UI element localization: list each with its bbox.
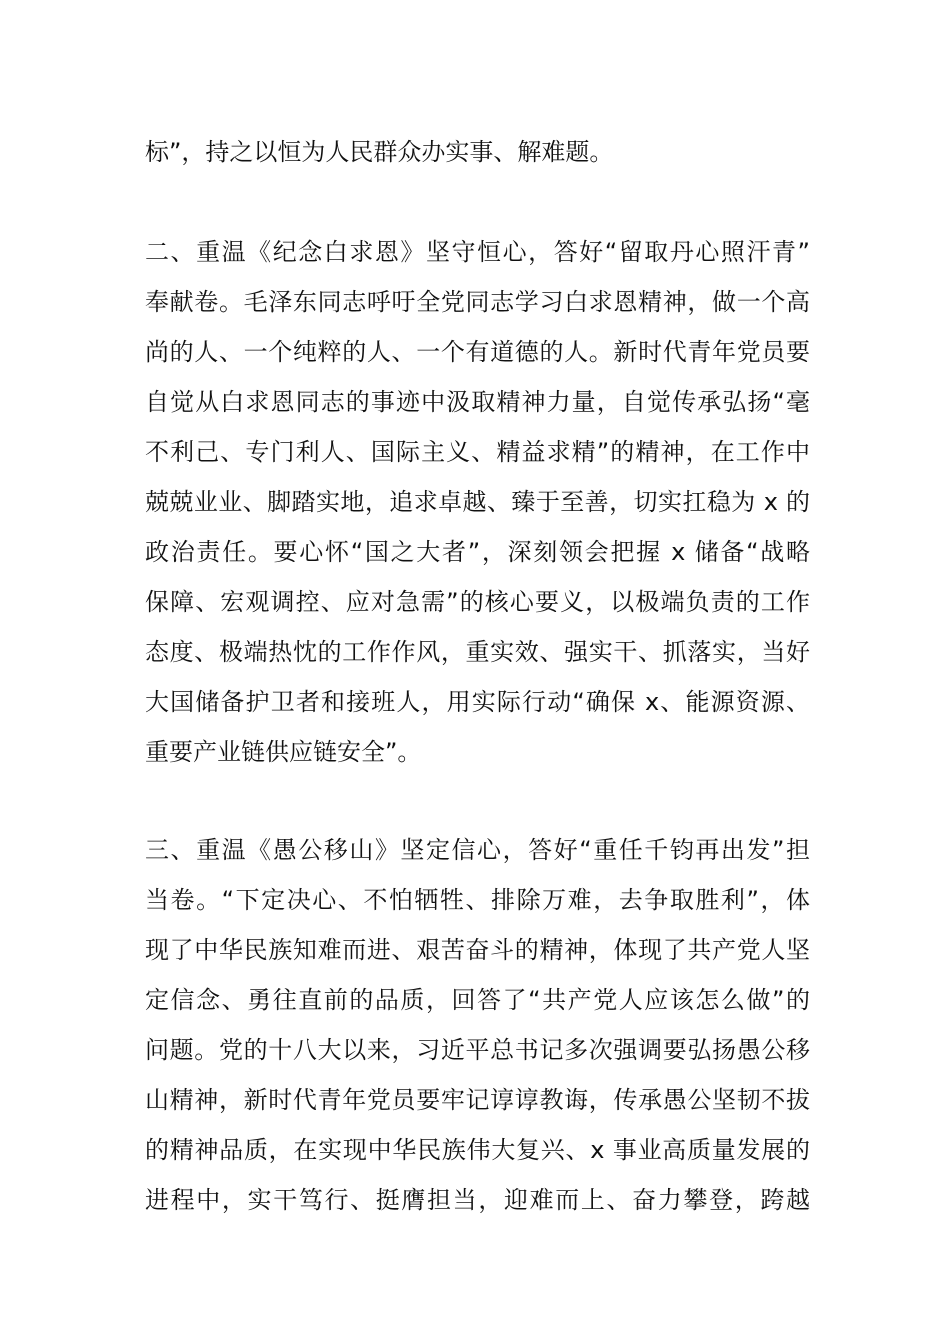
paragraph-3-line-2: 当卷。“下定决心、不怕牺牲、排除万难，去争取胜利”，体 bbox=[145, 886, 810, 914]
paragraph-2-line-1: 二、重温《纪念白求恩》坚守恒心，答好“留取丹心照汗青” bbox=[145, 238, 810, 266]
paragraph-2-line-7: 政治责任。要心怀“国之大者”，深刻领会把握 x 储备“战略 bbox=[145, 538, 810, 566]
paragraph-3-line-6: 山精神，新时代青年党员要牢记谆谆教诲，传承愚公坚韧不拔 bbox=[145, 1086, 810, 1114]
paragraph-2-line-10: 大国储备护卫者和接班人，用实际行动“确保 x、能源资源、 bbox=[145, 688, 810, 716]
paragraph-3-line-4: 定信念、勇往直前的品质，回答了“共产党人应该怎么做”的 bbox=[145, 986, 810, 1014]
paragraph-3-line-8: 进程中，实干笃行、挺膺担当，迎难而上、奋力攀登，跨越 bbox=[145, 1186, 810, 1214]
paragraph-2-line-8: 保障、宏观调控、应对急需”的核心要义，以极端负责的工作 bbox=[145, 588, 810, 616]
paragraph-2-line-6: 兢兢业业、脚踏实地，追求卓越、臻于至善，切实扛稳为 x 的 bbox=[145, 488, 810, 516]
paragraph-3-line-7: 的精神品质，在实现中华民族伟大复兴、x 事业高质量发展的 bbox=[145, 1136, 810, 1164]
paragraph-2-line-5: 不利己、专门利人、国际主义、精益求精”的精神，在工作中 bbox=[145, 438, 810, 466]
paragraph-2-line-2: 奉献卷。毛泽东同志呼吁全党同志学习白求恩精神，做一个高 bbox=[145, 288, 810, 316]
paragraph-3-line-3: 现了中华民族知难而进、艰苦奋斗的精神，体现了共产党人坚 bbox=[145, 936, 810, 964]
paragraph-2-line-11: 重要产业链供应链安全”。 bbox=[145, 738, 422, 766]
paragraph-2-line-3: 尚的人、一个纯粹的人、一个有道德的人。新时代青年党员要 bbox=[145, 338, 810, 366]
paragraph-1-line-1: 标”，持之以恒为人民群众办实事、解难题。 bbox=[145, 138, 614, 166]
paragraph-2-line-9: 态度、极端热忱的工作作风，重实效、强实干、抓落实，当好 bbox=[145, 638, 810, 666]
paragraph-3-line-1: 三、重温《愚公移山》坚定信心，答好“重任千钧再出发”担 bbox=[145, 836, 810, 864]
paragraph-3-line-5: 问题。党的十八大以来，习近平总书记多次强调要弘扬愚公移 bbox=[145, 1036, 810, 1064]
paragraph-2-line-4: 自觉从白求恩同志的事迹中汲取精神力量，自觉传承弘扬“毫 bbox=[145, 388, 810, 416]
